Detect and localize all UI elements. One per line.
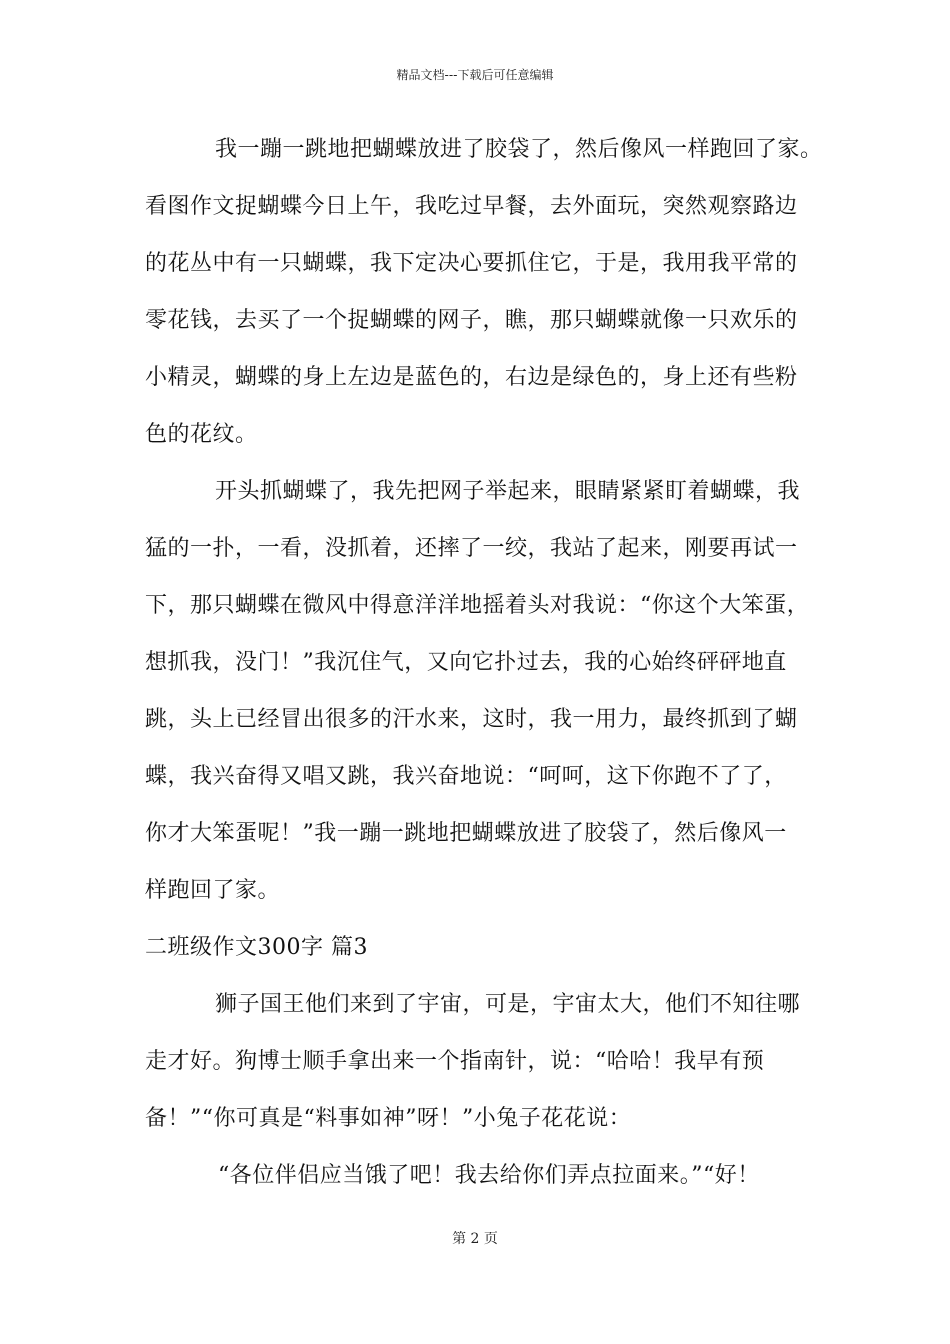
page-header: 精品文档---下载后可任意编辑 bbox=[396, 68, 554, 82]
text-line: 走才好。狗博士顺手拿出来一个指南针，说：“哈哈！我早有预 bbox=[145, 1049, 765, 1074]
text-line: 我一蹦一跳地把蝴蝶放进了胶袋了，然后像风一样跑回了家。 bbox=[215, 137, 823, 162]
text-line: 狮子国王他们来到了宇宙，可是，宇宙太大，他们不知往哪 bbox=[215, 992, 801, 1017]
text-line: 蝶，我兴奋得又唱又跳，我兴奋地说：“呵呵，这下你跑不了了， bbox=[145, 764, 787, 789]
text-line: 跳，头上已经冒出很多的汗水来，这时，我一用力，最终抓到了蝴 bbox=[145, 707, 798, 732]
text-line: 的花丛中有一只蝴蝶，我下定决心要抓住它，于是，我用我平常的 bbox=[145, 251, 798, 276]
text-line: 下，那只蝴蝶在微风中得意洋洋地摇着头对我说：“你这个大笨蛋， bbox=[145, 593, 810, 618]
text-line: 零花钱，去买了一个捉蝴蝶的网子，瞧，那只蝴蝶就像一只欢乐的 bbox=[145, 308, 798, 333]
page-number: 第 2 页 bbox=[452, 1231, 498, 1247]
text-line: 猛的一扑，一看，没抓着，还摔了一绞，我站了起来，刚要再试一 bbox=[145, 536, 798, 561]
section-heading: 二班级作文300字 篇3 bbox=[145, 935, 368, 960]
text-line: 看图作文捉蝴蝶今日上午，我吃过早餐，去外面玩，突然观察路边 bbox=[145, 194, 798, 219]
text-line: 开头抓蝴蝶了，我先把网子举起来，眼睛紧紧盯着蝴蝶，我 bbox=[215, 479, 801, 504]
text-line: 想抓我，没门！”我沉住气，又向它扑过去，我的心始终砰砰地直 bbox=[145, 650, 787, 675]
text-line: 色的花纹。 bbox=[145, 422, 258, 447]
text-line: 样跑回了家。 bbox=[145, 878, 281, 903]
text-line: 你才大笨蛋呢！”我一蹦一跳地把蝴蝶放进了胶袋了，然后像风一 bbox=[145, 821, 787, 846]
text-line: 小精灵，蝴蝶的身上左边是蓝色的，右边是绿色的，身上还有些粉 bbox=[145, 365, 798, 390]
text-line: “各位伴侣应当饿了吧！我去给你们弄点拉面来。”“好！ bbox=[218, 1163, 760, 1188]
text-line: 备！”“你可真是“料事如神”呀！”小兔子花花说： bbox=[145, 1106, 632, 1131]
